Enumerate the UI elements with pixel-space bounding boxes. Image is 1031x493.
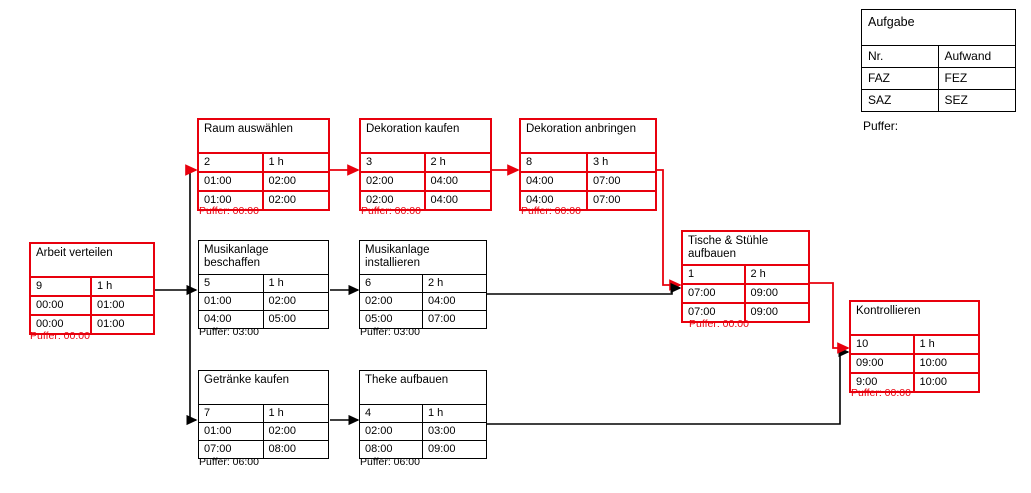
- node-title: Tische & Stühle aufbauen: [683, 232, 808, 266]
- node-row-early: [31, 295, 153, 314]
- node-title: Raum auswählen: [199, 120, 328, 154]
- node-saz: 07:00: [683, 304, 746, 321]
- node-kontrollieren[interactable]: [849, 300, 980, 393]
- node-row-id: [199, 405, 328, 422]
- node-puffer-kontrollieren: Puffer: 00:00: [851, 387, 911, 399]
- node-nr: 2: [199, 154, 264, 171]
- legend-faz-label: FAZ: [862, 68, 939, 89]
- node-fez: 02:00: [268, 175, 297, 187]
- node-aufwand: 2 h: [750, 268, 766, 280]
- node-aufwand: 1 h: [428, 407, 444, 419]
- node-tische-stuehle-aufbauen[interactable]: [681, 230, 810, 323]
- node-puffer-musikanlage-beschaffen: Puffer: 03:00: [199, 326, 259, 338]
- node-musikanlage-beschaffen[interactable]: [198, 240, 329, 329]
- legend-puffer-label: Puffer:: [863, 119, 899, 133]
- node-fez: 01:00: [97, 299, 125, 311]
- node-nr: 6: [360, 275, 423, 292]
- node-nr: 5: [199, 275, 264, 292]
- node-sez: 09:00: [428, 443, 456, 455]
- node-sez: 05:00: [268, 313, 297, 325]
- node-sez: 09:00: [750, 306, 779, 318]
- node-puffer-raum-auswaehlen: Puffer: 00:00: [199, 205, 259, 217]
- node-saz: 08:00: [360, 441, 423, 458]
- node-saz: 02:00: [361, 192, 426, 209]
- node-puffer-getraenke-kaufen: Puffer: 06:00: [199, 456, 259, 468]
- node-puffer-arbeit-verteilen: Puffer: 00:00: [30, 330, 90, 342]
- node-fez: 04:00: [430, 175, 459, 187]
- node-raum-auswaehlen[interactable]: [197, 118, 330, 211]
- node-title: Arbeit verteilen: [31, 244, 153, 278]
- node-row-early: [360, 292, 486, 310]
- node-fez: 10:00: [919, 357, 948, 369]
- node-nr: 3: [361, 154, 426, 171]
- node-saz: 04:00: [521, 192, 588, 209]
- legend-saz-label: SAZ: [862, 90, 939, 111]
- node-row-early: [361, 171, 490, 190]
- legend-title: Aufgabe: [862, 10, 1015, 46]
- node-nr: 10: [851, 336, 915, 353]
- node-faz: 00:00: [31, 297, 92, 314]
- node-sez: 01:00: [97, 318, 125, 330]
- node-puffer-musikanlage-installieren: Puffer: 03:00: [360, 326, 420, 338]
- node-aufwand: 2 h: [428, 277, 444, 289]
- node-nr: 8: [521, 154, 588, 171]
- node-saz: 00:00: [31, 316, 92, 333]
- node-row-id: [360, 275, 486, 292]
- node-faz: 02:00: [360, 293, 423, 310]
- node-nr: 7: [199, 405, 264, 422]
- node-musikanlage-installieren[interactable]: [359, 240, 487, 329]
- legend-aufwand-label: Aufwand: [944, 49, 992, 63]
- node-title: Kontrollieren: [851, 302, 978, 336]
- node-saz: 07:00: [199, 441, 264, 458]
- node-aufwand: 1 h: [268, 407, 284, 419]
- node-row-id: [31, 278, 153, 295]
- node-sez: 04:00: [430, 194, 459, 206]
- node-sez: 08:00: [268, 443, 297, 455]
- node-puffer-dekoration-kaufen: Puffer: 00:00: [361, 205, 421, 217]
- node-faz: 02:00: [360, 423, 423, 440]
- node-row-early: [199, 292, 328, 310]
- legend-row-late: [862, 89, 1015, 111]
- node-faz: 01:00: [199, 173, 264, 190]
- node-theke-aufbauen[interactable]: [359, 370, 487, 459]
- node-dekoration-kaufen[interactable]: [359, 118, 492, 211]
- node-nr: 1: [683, 266, 746, 283]
- node-aufwand: 1 h: [919, 338, 935, 350]
- legend-box: [861, 9, 1016, 112]
- node-row-early: [521, 171, 655, 190]
- node-sez: 02:00: [268, 194, 297, 206]
- node-row-early: [199, 422, 328, 440]
- node-aufwand: 1 h: [97, 280, 113, 292]
- legend-nr-label: Nr.: [862, 46, 939, 67]
- legend-row-id: [862, 46, 1015, 67]
- node-row-early: [683, 283, 808, 302]
- node-row-id: [851, 336, 978, 353]
- node-row-id: [521, 154, 655, 171]
- node-faz: 01:00: [199, 423, 264, 440]
- node-title: Musikanlage installieren: [360, 241, 486, 275]
- node-faz: 09:00: [851, 355, 915, 372]
- node-sez: 07:00: [428, 313, 456, 325]
- node-dekoration-anbringen[interactable]: [519, 118, 657, 211]
- legend-fez-label: FEZ: [944, 71, 968, 85]
- node-fez: 09:00: [750, 287, 779, 299]
- node-sez: 07:00: [593, 194, 621, 206]
- legend-sez-label: SEZ: [944, 93, 968, 107]
- node-row-early: [360, 422, 486, 440]
- node-fez: 02:00: [268, 425, 297, 437]
- node-aufwand: 1 h: [268, 277, 284, 289]
- node-faz: 07:00: [683, 285, 746, 302]
- node-row-id: [361, 154, 490, 171]
- node-aufwand: 2 h: [430, 156, 446, 168]
- node-row-id: [199, 275, 328, 292]
- node-puffer-theke-aufbauen: Puffer: 06:00: [360, 456, 420, 468]
- node-puffer-tische-stuehle-aufbauen: Puffer: 00:00: [689, 318, 749, 330]
- node-fez: 02:00: [268, 295, 297, 307]
- node-faz: 02:00: [361, 173, 426, 190]
- node-saz: 05:00: [360, 311, 423, 328]
- node-sez: 10:00: [919, 376, 948, 388]
- node-fez: 03:00: [428, 425, 456, 437]
- node-row-early: [199, 171, 328, 190]
- node-getraenke-kaufen[interactable]: [198, 370, 329, 459]
- node-arbeit-verteilen[interactable]: [29, 242, 155, 335]
- node-aufwand: 1 h: [268, 156, 284, 168]
- node-faz: 01:00: [199, 293, 264, 310]
- node-row-id: [683, 266, 808, 283]
- legend-row-early: [862, 67, 1015, 89]
- node-fez: 07:00: [593, 175, 621, 187]
- node-puffer-dekoration-anbringen: Puffer: 00:00: [521, 205, 581, 217]
- node-title: Dekoration kaufen: [361, 120, 490, 154]
- node-row-id: [199, 154, 328, 171]
- node-title: Musikanlage beschaffen: [199, 241, 328, 275]
- node-fez: 04:00: [428, 295, 456, 307]
- node-saz: 04:00: [199, 311, 264, 328]
- node-faz: 04:00: [521, 173, 588, 190]
- node-title: Getränke kaufen: [199, 371, 328, 405]
- node-title: Dekoration anbringen: [521, 120, 655, 154]
- node-row-id: [360, 405, 486, 422]
- node-saz: 9:00: [851, 374, 915, 391]
- node-title: Theke aufbauen: [360, 371, 486, 405]
- node-saz: 01:00: [199, 192, 264, 209]
- node-nr: 9: [31, 278, 92, 295]
- node-aufwand: 3 h: [593, 156, 609, 168]
- node-row-early: [851, 353, 978, 372]
- node-nr: 4: [360, 405, 423, 422]
